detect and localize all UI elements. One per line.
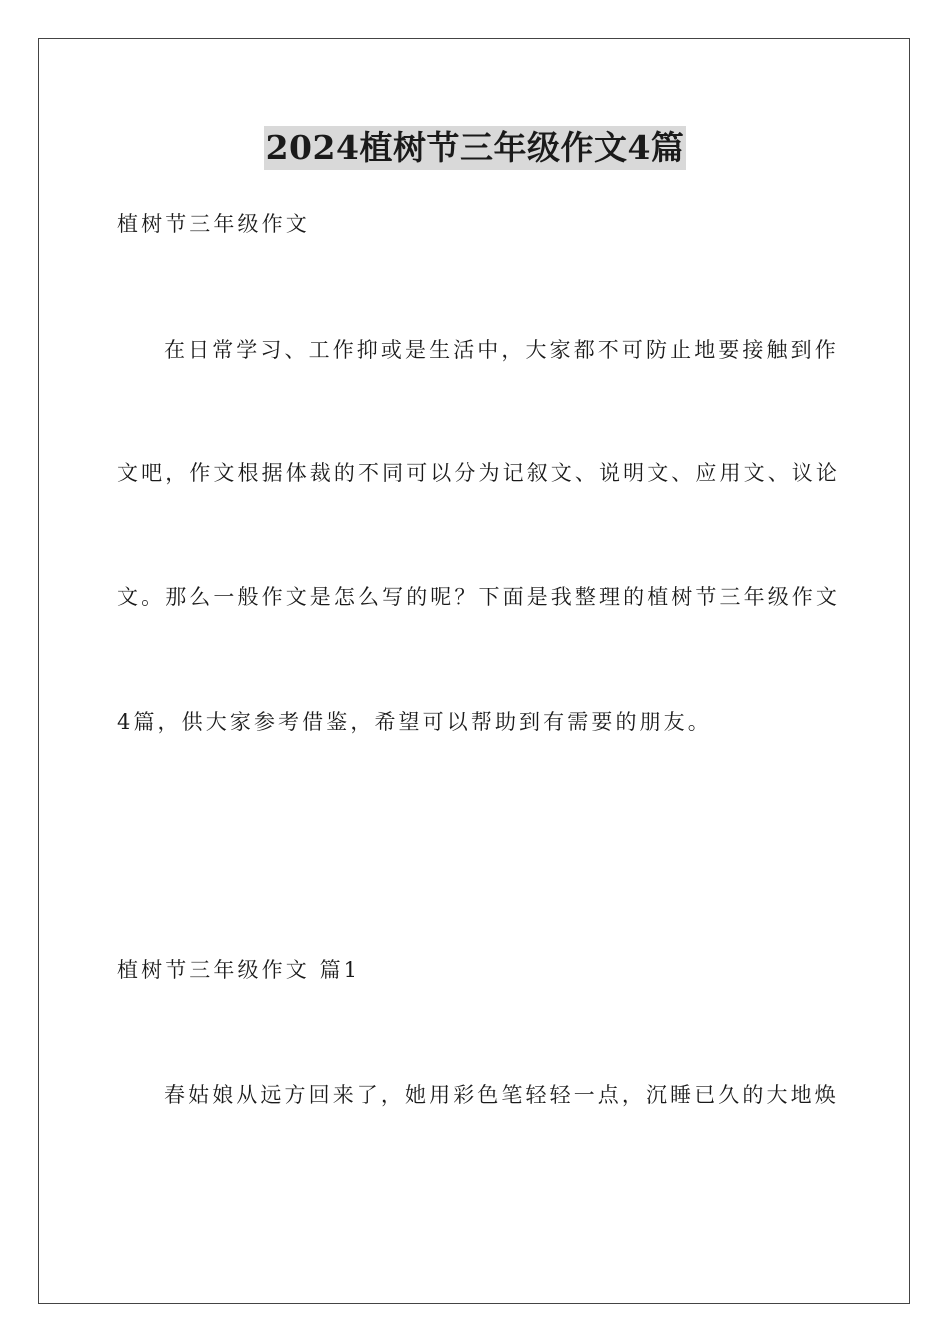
- section-heading: 植树节三年级作文 篇1: [117, 958, 361, 982]
- title-container: [0, 126, 950, 170]
- intro-line-1: 在日常学习、工作抑或是生活中，大家都不可防止地要接触到作: [164, 338, 839, 362]
- intro-line-3: 文。那么一般作文是怎么写的呢？下面是我整理的植树节三年级作文: [117, 585, 840, 609]
- intro-line-4: 4篇，供大家参考借鉴，希望可以帮助到有需要的朋友。: [117, 710, 712, 734]
- document-subtitle: 植树节三年级作文: [117, 212, 310, 236]
- section-line-1: 春姑娘从远方回来了，她用彩色笔轻轻一点，沉睡已久的大地焕: [164, 1083, 839, 1107]
- intro-line-2: 文吧，作文根据体裁的不同可以分为记叙文、说明文、应用文、议论: [117, 461, 840, 485]
- document-title: 2024植树节三年级作文4篇: [264, 126, 687, 170]
